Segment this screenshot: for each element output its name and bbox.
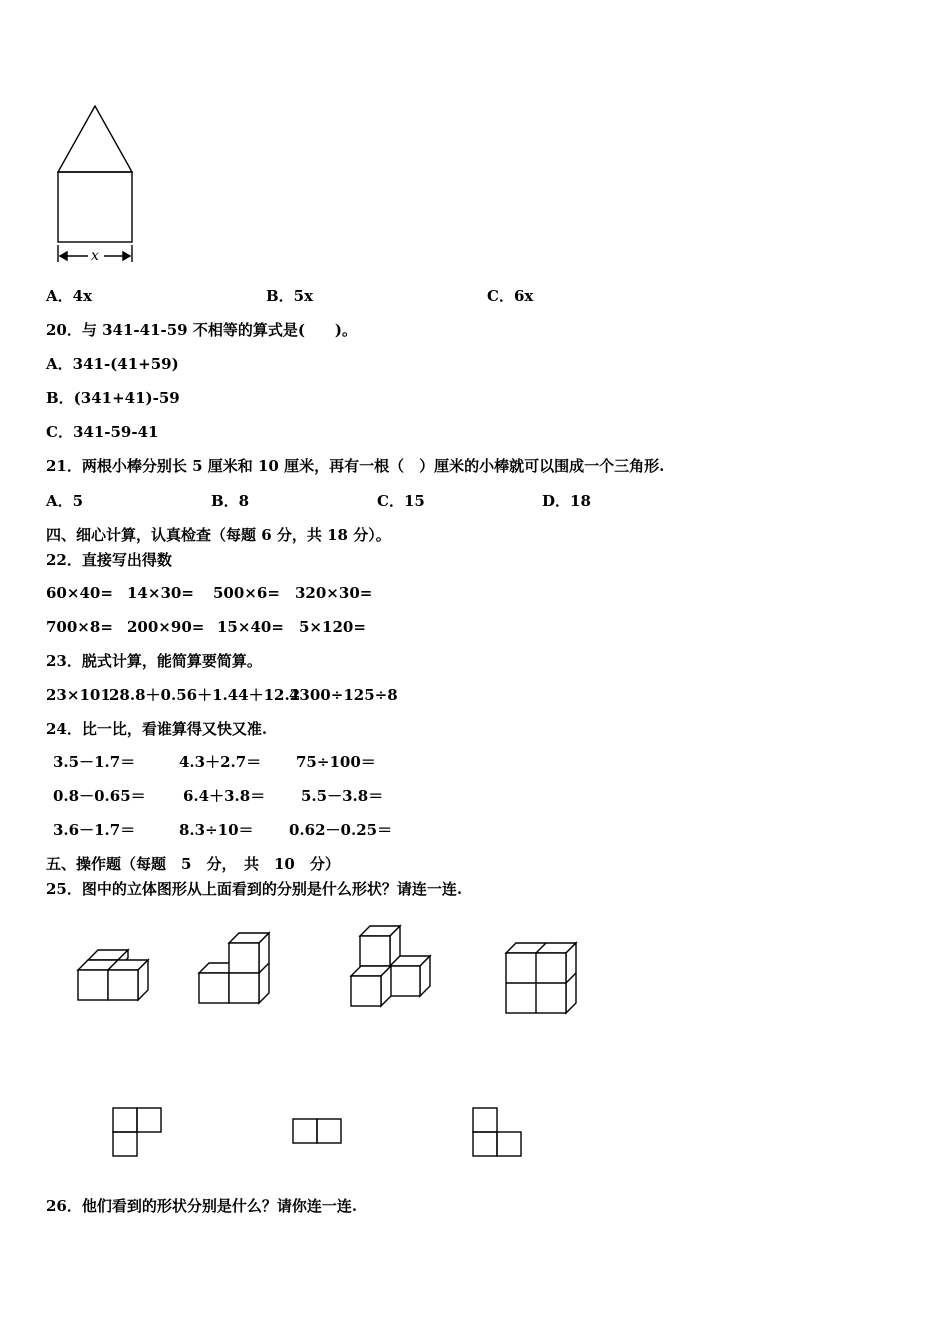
q24-item: 6.4＋3.8＝	[183, 787, 266, 805]
q19-option-c[interactable]: C．6x	[487, 287, 534, 305]
q24-item: 0.8－0.65＝	[53, 787, 146, 805]
q24-item: 3.6－1.7＝	[53, 821, 136, 839]
q19-option-a[interactable]: A．4x	[46, 287, 93, 305]
q23-stem: 23．脱式计算，能简算要简算。	[46, 652, 262, 670]
q20-stem: 20．与 341-41-59 不相等的算式是( )。	[46, 321, 358, 339]
q21-option-c[interactable]: C．15	[377, 492, 425, 510]
q23-item: 23×101	[46, 686, 111, 704]
q22-item: 5×120=	[299, 618, 366, 636]
solid-figure-2	[192, 925, 282, 1015]
q23-item: 28.8＋0.56＋1.44＋12.2	[109, 686, 301, 704]
q22-item: 200×90=	[127, 618, 205, 636]
q22-stem: 22．直接写出得数	[46, 551, 172, 569]
q20-option-c[interactable]: C．341-59-41	[46, 423, 159, 441]
q21-option-a[interactable]: A．5	[46, 492, 84, 510]
q24-item: 5.5－3.8＝	[301, 787, 384, 805]
section-5-title: 五、操作题（每题 5 分， 共 10 分）	[46, 855, 340, 873]
q24-item: 8.3÷10＝	[179, 821, 254, 839]
q24-item: 4.3＋2.7＝	[179, 753, 262, 771]
house-figure	[50, 100, 150, 270]
section-4-title: 四、细心计算，认真检查（每题 6 分，共 18 分）。	[46, 526, 391, 544]
q19-option-b[interactable]: B．5x	[266, 287, 314, 305]
solid-figure-4	[500, 935, 590, 1020]
q25-stem: 25．图中的立体图形从上面看到的分别是什么形状？请连一连.	[46, 880, 463, 898]
solid-figure-1	[70, 940, 160, 1010]
q24-item: 3.5－1.7＝	[53, 753, 136, 771]
q22-item: 60×40=	[46, 584, 113, 602]
q22-item: 700×8=	[46, 618, 113, 636]
q21-option-b[interactable]: B．8	[211, 492, 250, 510]
house-width-label: x	[91, 248, 99, 264]
top-view-3	[470, 1105, 530, 1165]
q21-option-d[interactable]: D．18	[542, 492, 591, 510]
q22-item: 14×30=	[127, 584, 194, 602]
solid-figure-3	[344, 918, 444, 1018]
q26-stem: 26．他们看到的形状分别是什么？请你连一连.	[46, 1197, 358, 1215]
q24-item: 0.62－0.25＝	[289, 821, 393, 839]
q23-item: 4300÷125÷8	[289, 686, 398, 704]
q24-item: 75÷100＝	[296, 753, 376, 771]
q22-item: 500×6=	[213, 584, 280, 602]
q21-stem: 21．两根小棒分别长 5 厘米和 10 厘米，再有一根（ ）厘米的小棒就可以围成一个三角形.	[46, 457, 665, 475]
q24-stem: 24．比一比，看谁算得又快又准.	[46, 720, 268, 738]
q20-option-b[interactable]: B．(341+41)-59	[46, 389, 180, 407]
q20-option-a[interactable]: A．341-(41+59)	[46, 355, 179, 373]
q22-item: 15×40=	[217, 618, 284, 636]
top-view-1	[110, 1105, 170, 1165]
top-view-2	[290, 1116, 350, 1156]
q22-item: 320×30=	[295, 584, 373, 602]
